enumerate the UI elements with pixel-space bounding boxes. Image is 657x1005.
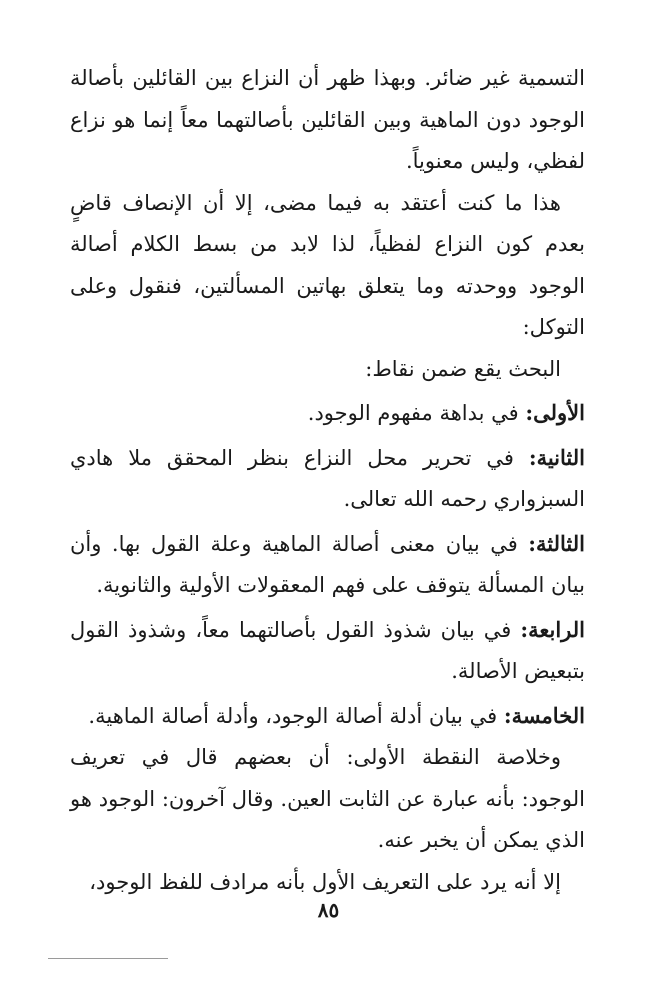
paragraph-objection: إلا أنه يرد على التعريف الأول بأنه مرادف للفظ الوجود، [89, 869, 561, 894]
point-first-text: في بداهة مفهوم الوجود. [307, 401, 526, 425]
point-fifth-term: الخامسة: [503, 702, 585, 728]
point-second [70, 435, 585, 521]
paragraph-points-intro: البحث يقع ضمن نقاط: [365, 356, 561, 381]
point-first-term: الأولى: [525, 400, 585, 425]
point-fifth-text: في بيان أدلة أصالة الوجود، وأدلة أصالة الماهية. [88, 703, 504, 728]
point-fourth-term: الرابعة: [520, 616, 585, 642]
footer-divider [48, 958, 168, 959]
point-third-text: في بيان معنى أصالة الماهية وعلة القول بها. وأن بيان المسألة يتوقف على فهم المعقولات الأولية والثانوية. [70, 531, 585, 597]
point-fourth [70, 607, 585, 693]
point-second-text: في تحرير محل النزاع بنظر المحقق ملا هادي السبزواري رحمه الله تعالى. [70, 445, 585, 511]
paragraph-first-point-summary: وخلاصة النقطة الأولى: أن بعضهم قال في تعريف الوجود: بأنه عبارة عن الثابت العين. وقال آخرون: الوجود هو الذي يمكن أن يخبر عنه. [70, 745, 585, 852]
point-second-term: الثانية: [528, 444, 585, 470]
page-number: ٨٥ [317, 898, 340, 922]
body-text [70, 58, 585, 903]
point-third [70, 521, 585, 607]
point-third-term: الثالثة: [528, 530, 585, 556]
point-first [70, 390, 585, 435]
point-fourth-text: في بيان شذوذ القول بأصالتهما معاً، وشذوذ القول بتبعيض الأصالة. [70, 617, 585, 683]
point-fifth [70, 693, 585, 738]
paragraph-continuation: التسمية غير ضائر. وبهذا ظهر أن النزاع بين القائلين بأصالة الوجود دون الماهية وبين القائلين بأصالتهما معاً إنما هو نزاع لفظي، وليس معنوياً. [70, 66, 585, 173]
paragraph-author-view: هذا ما كنت أعتقد به فيما مضى، إلا أن الإنصاف قاضٍ بعدم كون النزاع لفظياً، لذا لابد من بسط الكلام أصالة الوجود ووحدته وما يتعلق بهاتين المسألتين، فنقول وعلى التوكل: [70, 190, 585, 339]
